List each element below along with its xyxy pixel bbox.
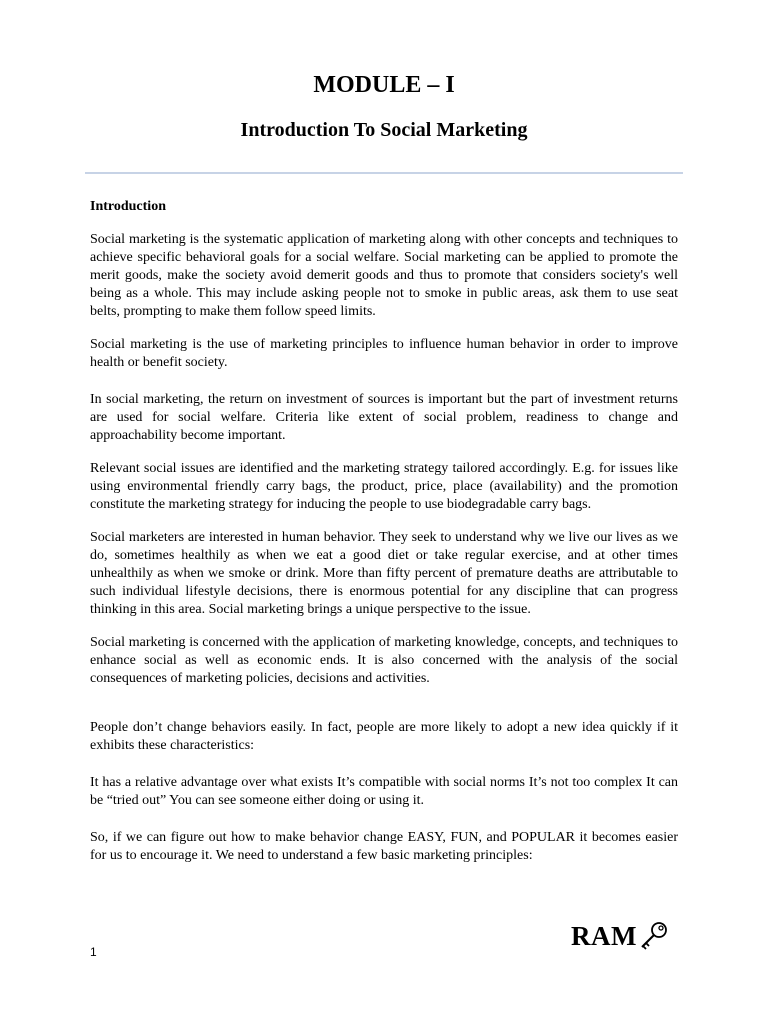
paragraph: Social marketing is the use of marketing principles to influence human behavior in order to improve health or benefit society. xyxy=(90,337,678,370)
logo-text: RAM xyxy=(571,921,637,951)
page-number: 1 xyxy=(90,945,97,959)
paragraph: In social marketing, the return on investment of sources is important but the part of investment returns are used for social welfare. Criteria like extent of social problem, readiness to change and approachability become important. xyxy=(90,392,678,443)
paragraph: It has a relative advantage over what exists It’s compatible with social norms It’s not too complex It can be “tried out” You can see someone either doing or using it. xyxy=(90,775,678,808)
key-icon xyxy=(638,920,670,952)
paragraph: People don’t change behaviors easily. In fact, people are more likely to adopt a new idea quickly if it exhibits these characteristics: xyxy=(90,720,678,753)
paragraph: Social marketing is the systematic application of marketing along with other concepts and techniques to achieve specific behavioral goals for a social welfare. Social marketing can be applied to promote the merit goods, make the society avoid demerit goods and thus to promote that considers society's well being as a whole. This may include asking people not to smoke in public areas, ask them to use seat belts, prompting to make them follow speed limits. xyxy=(90,232,678,319)
ram-logo xyxy=(571,918,670,954)
paragraph: Social marketing is concerned with the application of marketing knowledge, concepts, and techniques to enhance social as well as economic ends. It is also concerned with the analysis of the social consequences of marketing policies, decisions and activities. xyxy=(90,635,678,686)
section-heading: Introduction xyxy=(90,199,166,214)
paragraph: Social marketers are interested in human behavior. They seek to understand why we live our lives as we do, sometimes healthily as when we eat a good diet or take regular exercise, and at other times unhealthily as when we smoke or drink. More than fifty percent of premature deaths are attributable to such individual lifestyle decisions, there is enormous potential for any discipline that can progress thinking in this area. Social marketing brings a unique perspective to the issue. xyxy=(90,530,678,617)
document-body xyxy=(90,198,678,880)
title-divider xyxy=(85,172,683,174)
module-subtitle: Introduction To Social Marketing xyxy=(240,119,528,141)
paragraph: So, if we can figure out how to make behavior change EASY, FUN, and POPULAR it becomes easier for us to encourage it. We need to understand a few basic marketing principles: xyxy=(90,830,678,863)
paragraph: Relevant social issues are identified and the marketing strategy tailored accordingly. E.g. for issues like using environmental friendly carry bags, the product, price, place (availability) and the promotion constitute the marketing strategy for inducing the people to use biodegradable carry bags. xyxy=(90,461,678,512)
module-title: MODULE – I xyxy=(313,72,455,98)
